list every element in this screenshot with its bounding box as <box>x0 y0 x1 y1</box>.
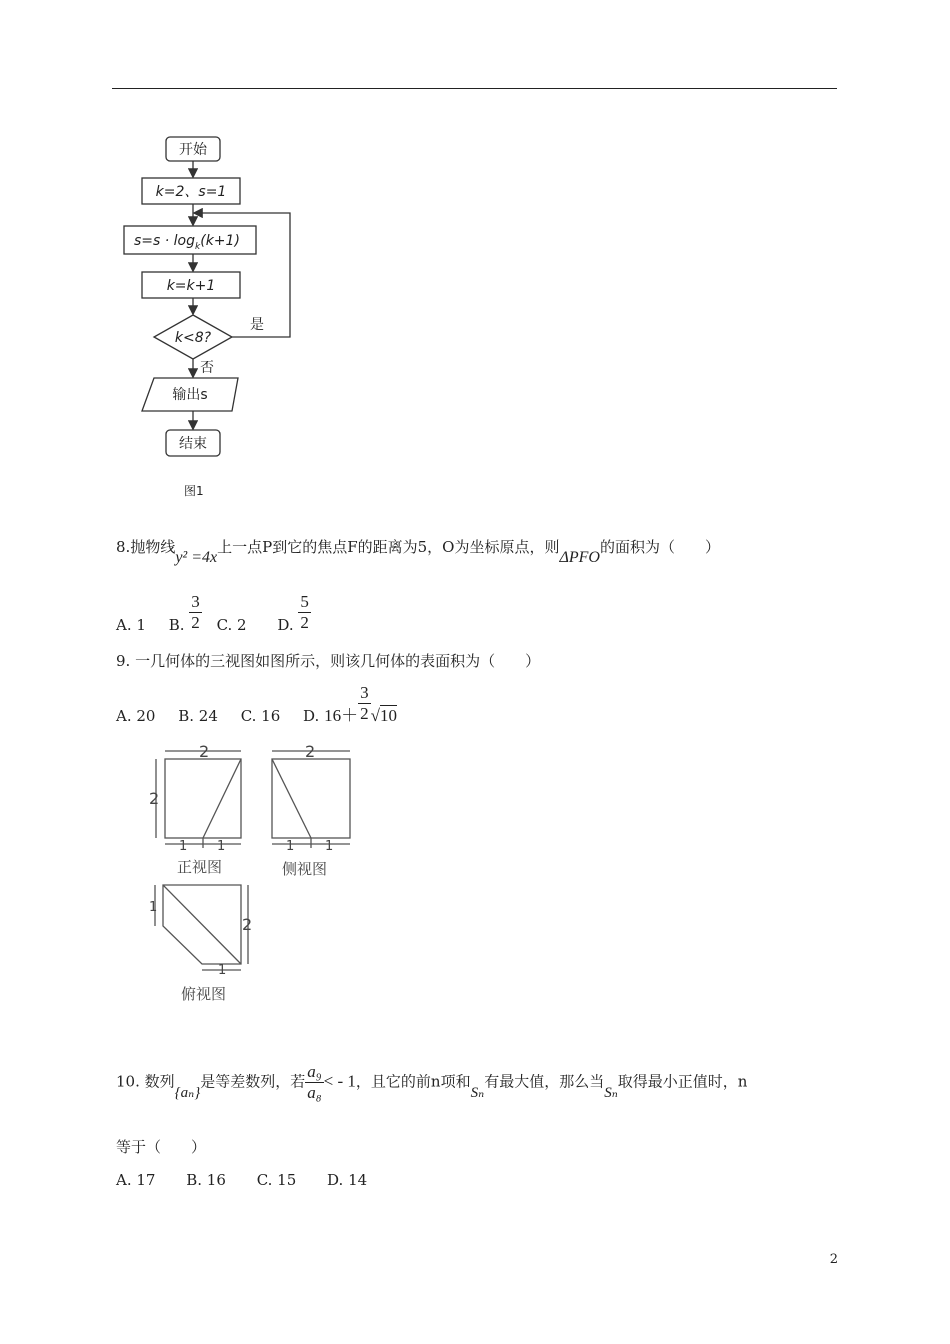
q8-option-b-frac: $\frac{3}{2}$ <box>191 592 200 632</box>
q10-sn-2: Sₙ <box>604 1084 618 1101</box>
q10-inequality: < - 1 <box>323 1071 356 1091</box>
q9-option-d-int: 16＋ <box>324 705 359 725</box>
q10-text-2: 是等差数列，若 <box>200 1072 306 1091</box>
q10-option-b: B. 16 <box>186 1171 226 1189</box>
no-label: 否 <box>200 360 214 376</box>
side-dim-bottom-1: 1 <box>286 839 295 854</box>
figure-caption: 图1 <box>184 484 204 498</box>
front-dim-top: 2 <box>199 742 210 761</box>
page-number: 2 <box>829 1252 838 1267</box>
q8-option-d-frac: $\frac{5}{2}$ <box>300 592 309 632</box>
three-views <box>145 738 365 1006</box>
flowchart <box>120 125 320 510</box>
yes-label: 是 <box>250 317 264 333</box>
side-view-square <box>272 759 350 838</box>
front-view-caption: 正视图 <box>177 858 223 876</box>
q8-triangle: ΔPFO <box>559 549 600 566</box>
q8-text-3: 的面积为（ ） <box>599 538 720 556</box>
front-view-diagonal <box>203 759 241 838</box>
inc-label: k=k+1 <box>166 278 216 294</box>
end-label: 结束 <box>179 436 207 452</box>
q10-sn: Sₙ <box>470 1084 485 1101</box>
q10-number: 10. <box>116 1072 140 1091</box>
front-dim-bottom-2: 1 <box>217 839 226 854</box>
start-label: 开始 <box>179 142 207 158</box>
q8-option-d-label: D. <box>277 615 294 634</box>
q9-option-d-frac: $\frac{3}{2}$ <box>360 683 369 723</box>
q10-fraction: $\frac{\text{a₉}}{\text{a₈}}$ <box>307 1062 322 1102</box>
side-view-diagonal <box>272 759 311 838</box>
q8-text-1: 抛物线 <box>130 538 176 556</box>
q8-option-a: A. 1 <box>116 615 146 634</box>
q10-text-5: 取得最小正值时，n <box>617 1072 748 1091</box>
front-dim-bottom-1: 1 <box>179 839 188 854</box>
q8-option-b-label: B. <box>168 615 185 634</box>
top-dim-right: 2 <box>242 915 253 934</box>
q9-option-d-sqrt: √10 <box>370 705 397 725</box>
q10-options <box>116 1171 367 1189</box>
q9-option-d-label: D. <box>303 706 320 725</box>
top-view-caption: 俯视图 <box>181 985 227 1003</box>
q9-option-a: A. 20 <box>116 706 156 725</box>
q10-option-d: D. 14 <box>327 1171 368 1189</box>
q10-text-6: 等于（ ） <box>116 1138 207 1156</box>
q9-option-c: C. 16 <box>240 706 281 725</box>
header-rule <box>112 88 837 89</box>
output-label: 输出s <box>172 387 208 403</box>
front-dim-left: 2 <box>149 789 160 808</box>
q9-options <box>116 683 397 724</box>
q10-text-1: 数列 <box>144 1072 175 1091</box>
side-view-caption: 侧视图 <box>282 860 328 878</box>
q9-option-d-radicand: 10 <box>379 705 397 725</box>
q10-option-c: C. 15 <box>256 1171 297 1189</box>
q10-option-a: A. 17 <box>116 1171 156 1189</box>
q10-text-3: ，且它的前n项和 <box>355 1072 471 1091</box>
top-dim-left: 1 <box>149 900 158 915</box>
question-10 <box>116 1062 747 1103</box>
q9-option-b: B. 24 <box>178 706 218 725</box>
q10-text-4: 有最大值，那么当 <box>484 1072 605 1091</box>
init-label: k=2、s=1 <box>155 184 227 200</box>
top-dim-bottom: 1 <box>218 963 227 978</box>
question-9: 9. 一几何体的三视图如图所示，则该几何体的表面积为（ ） <box>116 652 541 670</box>
q8-number: 8. <box>116 538 131 556</box>
q8-equation: y² =4x <box>175 549 218 566</box>
q8-option-c: C. 2 <box>216 615 247 634</box>
side-dim-top: 2 <box>305 742 316 761</box>
step-label: $s=s \cdot \log_k(k+1)$ <box>134 233 240 252</box>
question-8 <box>116 536 720 566</box>
side-dim-bottom-2: 1 <box>325 839 334 854</box>
front-view-square <box>165 759 241 838</box>
q8-options <box>116 592 311 633</box>
q8-text-2: 上一点P到它的焦点F的距离为5，O为坐标原点，则 <box>217 538 560 556</box>
cond-label: k<8? <box>174 330 212 346</box>
top-view-diagonal <box>163 885 241 964</box>
q10-sequence: {aₙ} <box>174 1084 201 1101</box>
